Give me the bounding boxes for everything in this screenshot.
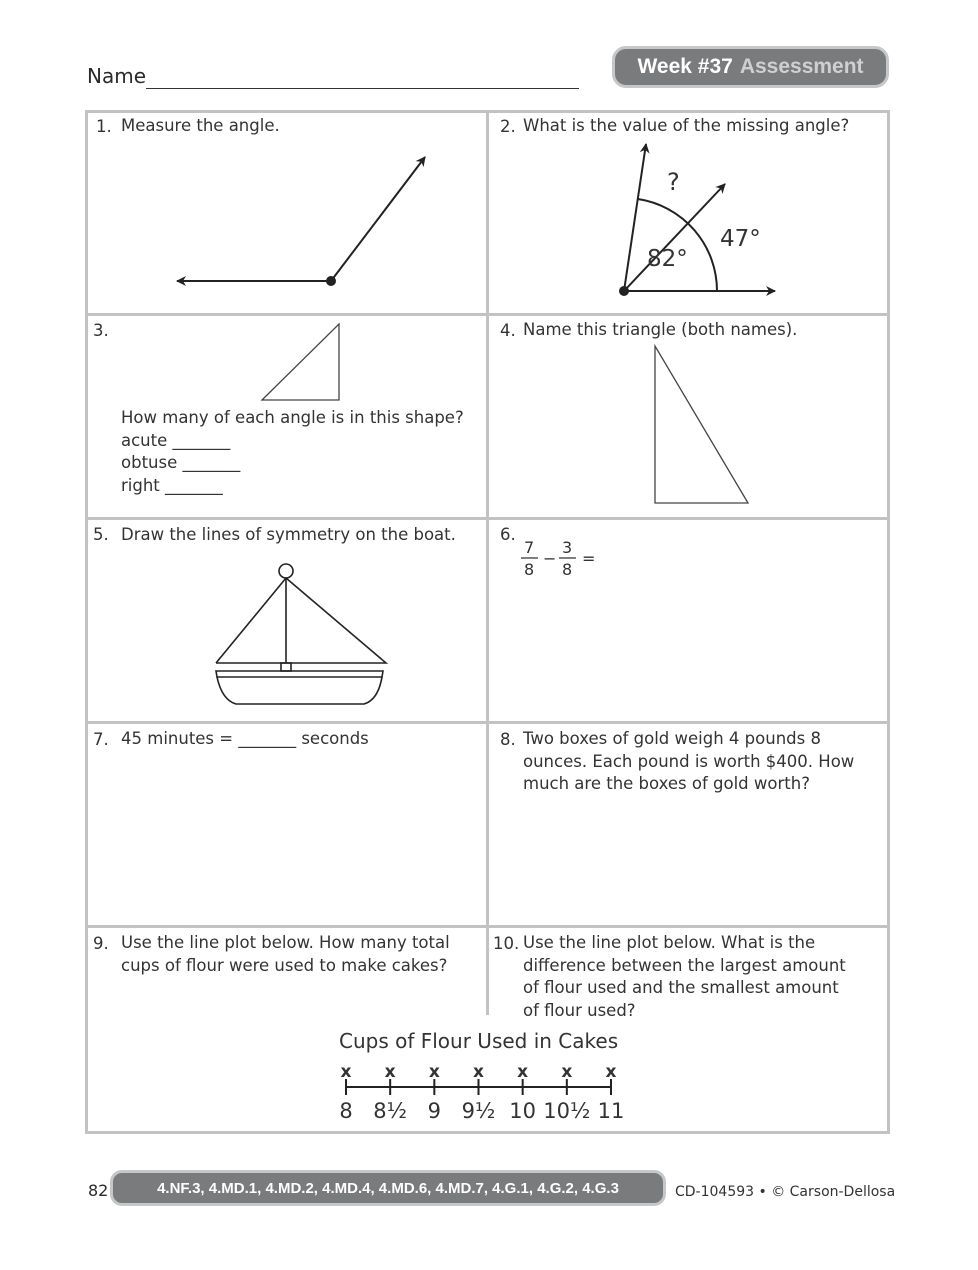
x-mark: x xyxy=(384,1062,396,1082)
tick-label: 8½ xyxy=(373,1099,408,1123)
x-mark: x xyxy=(473,1062,484,1082)
q2-47-label: 47° xyxy=(720,226,761,252)
badge-title: Assessment xyxy=(739,55,864,78)
q5-boat xyxy=(216,564,386,704)
q2-text: What is the value of the missing angle? xyxy=(523,116,850,135)
frac2-denominator: 8 xyxy=(562,560,573,579)
name-label: Name xyxy=(87,64,147,88)
x-mark: x xyxy=(428,1062,440,1082)
q4-triangle xyxy=(655,346,748,503)
line-plot xyxy=(339,1062,624,1123)
line-plot-title: Cups of Flour Used in Cakes xyxy=(339,1029,619,1053)
q6-number: 6. xyxy=(500,525,516,544)
q1-text: Measure the angle. xyxy=(121,116,280,135)
tick-label: 9½ xyxy=(461,1099,496,1123)
q5-number: 5. xyxy=(93,525,109,544)
page-number: 82 xyxy=(88,1181,109,1200)
q7-number: 7. xyxy=(93,730,109,749)
q9-text: Use the line plot below. How many total cups of flour were used to make cakes? xyxy=(121,933,450,975)
q3-triangle xyxy=(262,324,339,400)
q3-obtuse[interactable]: obtuse _______ xyxy=(121,453,241,472)
q2-number: 2. xyxy=(500,117,516,136)
frac1-numerator: 7 xyxy=(524,538,535,557)
x-mark: x xyxy=(517,1062,529,1082)
q10-text: Use the line plot below. What is the difference between the largest amount of flour used and the smallest amount of flour used? xyxy=(523,933,846,1020)
frac1-denominator: 8 xyxy=(524,560,535,579)
week-number: Week #37 xyxy=(637,55,733,78)
q3-number: 3. xyxy=(93,321,109,340)
q2-82-label: 82° xyxy=(647,246,688,272)
minus-sign: − xyxy=(543,549,557,568)
q3-text: How many of each angle is in this shape? xyxy=(121,408,464,427)
tick-label: 10½ xyxy=(543,1099,591,1123)
q4-number: 4. xyxy=(500,321,516,340)
q3-acute[interactable]: acute _______ xyxy=(121,431,231,450)
q9-number: 9. xyxy=(93,934,109,953)
x-mark: x xyxy=(340,1062,352,1082)
q1-number: 1. xyxy=(96,117,112,136)
q6-expression xyxy=(521,538,595,579)
q10-number: 10. xyxy=(493,934,520,953)
q4-text: Name this triangle (both names). xyxy=(523,320,798,339)
q1-angle xyxy=(177,157,425,285)
tick-label: 9 xyxy=(427,1099,442,1123)
frac2-numerator: 3 xyxy=(562,538,573,557)
q5-text: Draw the lines of symmetry on the boat. xyxy=(121,525,456,544)
q7-text: 45 minutes = _______ seconds xyxy=(121,729,369,748)
standards-badge: 4.NF.3, 4.MD.1, 4.MD.2, 4.MD.4, 4.MD.6, 4.MD.7, 4.G.1, 4.G.2, 4.G.3 xyxy=(110,1170,666,1206)
q2-unknown-label: ? xyxy=(667,168,680,196)
tick-label: 10 xyxy=(509,1099,537,1123)
tick-label: 8 xyxy=(339,1099,353,1123)
x-mark: x xyxy=(561,1062,573,1082)
q8-text: Two boxes of gold weigh 4 pounds 8 ounces. Each pound is worth $400. How much are the boxes of gold worth? xyxy=(523,729,855,793)
tick-label: 11 xyxy=(597,1099,625,1123)
q8-number: 8. xyxy=(500,730,516,749)
credit: CD-104593 • © Carson-Dellosa xyxy=(675,1184,896,1200)
q3-right[interactable]: right _______ xyxy=(121,476,223,495)
x-mark: x xyxy=(605,1062,617,1082)
q2-angle-diagram xyxy=(620,144,775,295)
equals-sign: = xyxy=(582,549,596,568)
